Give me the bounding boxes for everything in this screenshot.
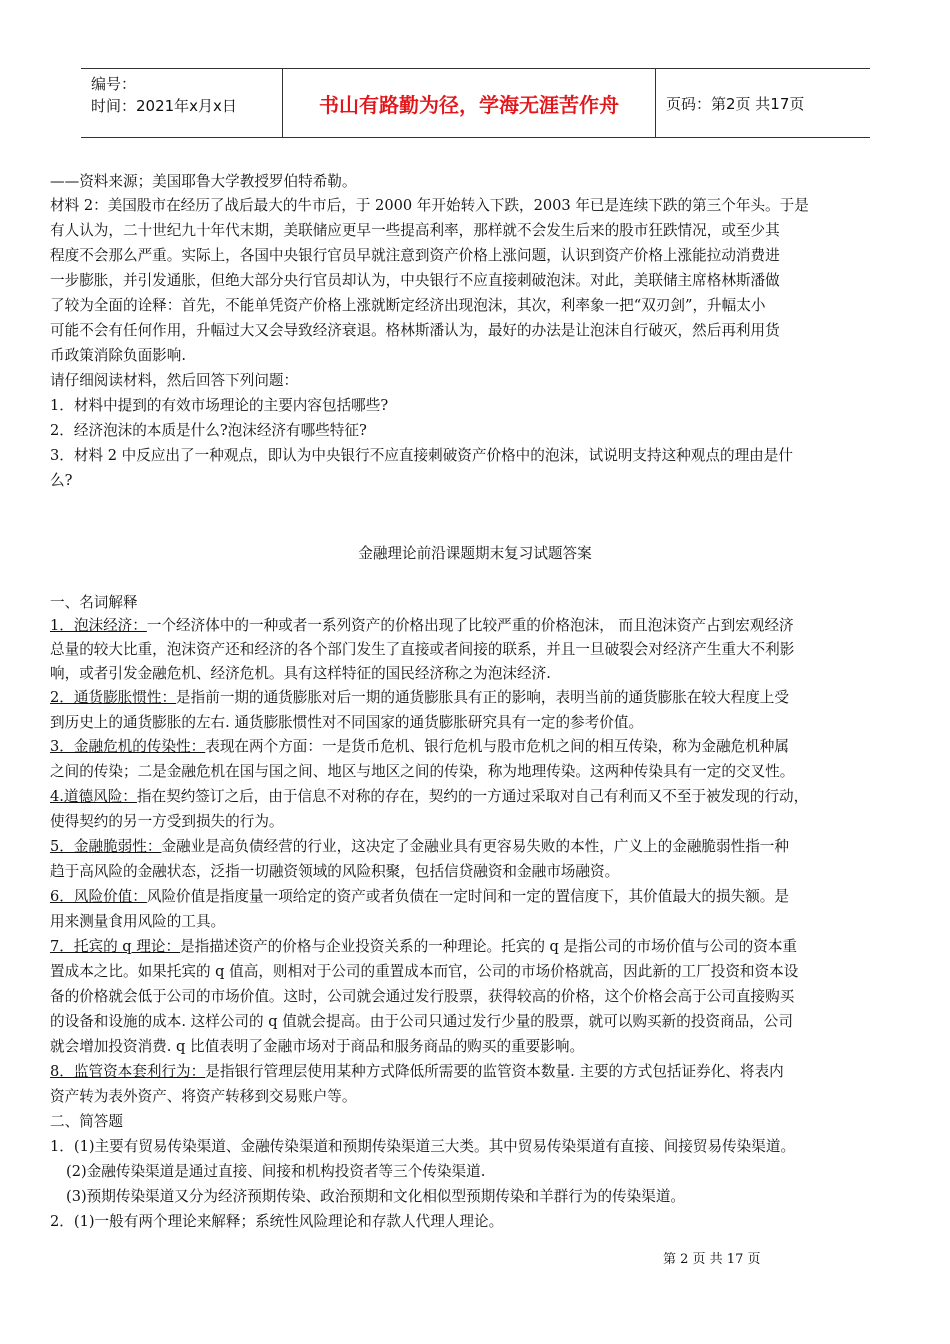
term-label: 8．监管资本套利行为：: [50, 1063, 206, 1080]
material-source: ——资料来源；美国耶鲁大学教授罗伯特希勒。: [50, 173, 357, 190]
term-text: 金融业是高负债经营的行业，这决定了金融业具有更容易失败的本性，广义上的金融脆弱性指一种: [161, 838, 789, 855]
term-text: 一个经济体中的一种或者一系列资产的价格出现了比较严重的价格泡沫， 而且泡沫资产占到宏观经济: [146, 617, 794, 634]
term-label: 7．托宾的 q 理论：: [50, 938, 181, 955]
section-heading: 一、名词解释: [50, 594, 138, 611]
term-label: 6．风险价值：: [50, 888, 147, 905]
header-table: [81, 68, 870, 138]
term-text: 置成本之比。如果托宾的 q 值高，则相对于公司的重置成本而官，公司的市场价格就高，因此新的工厂投资和资本设: [50, 963, 799, 980]
term-text: 是指描述资产的价格与企业投资关系的一种理论。托宾的 q 是指公司的市场价值与公司的资本重: [180, 938, 798, 955]
motto-title: 书山有路勤为径，学海无涯苦作舟: [283, 69, 656, 137]
page-counter: 页码：第2页 共17页: [666, 94, 805, 113]
term-text: 是指前一期的通货膨胀对后一期的通货膨胀具有正的影响，表明当前的通货膨胀在较大程度上受: [176, 689, 789, 706]
question-3: 3．材料 2 中反应出了一种观点，即认为中央银行不应直接刺破资产价格中的泡沫，试说明支持这种观点的理由是什: [50, 447, 793, 464]
term-label: 3．金融危机的传染性：: [50, 738, 206, 755]
date-label: 时间：2021年x月x日: [91, 97, 237, 115]
material-line: 币政策消除负面影响.: [50, 347, 186, 364]
term-text: 总量的较大比重，泡沫资产还和经济的各个部门发生了直接或者间接的联系，并且一旦破裂会对经济产生重大不利影: [50, 641, 795, 658]
material-line: 了较为全面的诠释：首先，不能单凭资产价格上涨就断定经济出现泡沫，其次，利率象一把“双刃剑”，升幅太小: [50, 297, 766, 314]
term-text: 响，或者引发金融危机、经济危机。具有这样特征的国民经济称之为泡沫经济.: [50, 665, 551, 682]
term-text: 是指银行管理层使用某种方式降低所需要的监管资本数量. 主要的方式包括证券化、将表内: [205, 1063, 784, 1080]
term-label: 1．泡沫经济：: [50, 617, 147, 634]
term-text: 指在契约签订之后，由于信息不对称的存在，契约的一方通过采取对自己有利而又不至于被发现的行动，: [136, 788, 809, 805]
page-footer: 第 2 页 共 17 页: [663, 1252, 761, 1267]
term-text: 就会增加投资消费. q 比值表明了金融市场对于商品和服务商品的购买的重要影响。: [50, 1038, 585, 1055]
material-line: 程度不会那么严重。实际上，各国中央银行官员早就注意到资产价格上涨问题，认识到资产价格上涨能拉动消费进: [50, 247, 780, 264]
answers-title: 金融理论前沿课题期末复习试题答案: [358, 545, 592, 562]
term-label: 2．通货膨胀惯性：: [50, 689, 177, 706]
material-line: 可能不会有任何作用，升幅过大又会导致经济衰退。格林斯潘认为，最好的办法是让泡沫自行破灭，然后再利用货: [50, 322, 780, 339]
header-left-cell: [81, 69, 283, 137]
term-entry: [50, 686, 789, 710]
short-answer-line: 1．(1)主要有贸易传染渠道、金融传染渠道和预期传染渠道三大类。其中贸易传染渠道有直接、间接贸易传染渠道。: [50, 1138, 796, 1155]
material-line: 材料 2：美国股市在经历了战后最大的牛市后，于 2000 年开始转入下跌，2003 年已是连续下跌的第三个年头。于是: [50, 197, 809, 214]
term-text: 备的价格就会低于公司的市场价值。这时，公司就会通过发行股票，获得较高的价格，这个价格会高于公司直接购买: [50, 988, 795, 1005]
short-answer-line: (2)金融传染渠道是通过直接、间接和机构投资者等三个传染渠道.: [66, 1163, 486, 1180]
term-text: 使得契约的另一方受到损失的行为。: [50, 813, 284, 830]
short-answer-line: 2．(1)一般有两个理论来解释；系统性风险理论和存款人代理人理论。: [50, 1213, 504, 1230]
number-label: 编号：: [91, 75, 137, 93]
material-line: 有人认为，二十世纪九十年代末期，美联储应更早一些提高利率，那样就不会发生后来的股市狂跌情况，或至少其: [50, 222, 780, 239]
term-text: 风险价值是指度量一项给定的资产或者负债在一定时间和一定的置信度下，其价值最大的损失额。是: [146, 888, 789, 905]
question-1: 1．材料中提到的有效市场理论的主要内容包括哪些?: [50, 397, 389, 414]
term-text: 的设备和设施的成本. 这样公司的 q 值就会提高。由于公司只通过发行少量的股票，就可以购买新的投资商品，公司: [50, 1013, 793, 1030]
term-entry: [50, 785, 808, 809]
term-text: 到历史上的通货膨胀的左右. 通货膨胀惯性对不同国家的通货膨胀研究具有一定的参考价值。: [50, 714, 644, 731]
term-entry: [50, 1060, 784, 1084]
term-label: 5．金融脆弱性：: [50, 838, 162, 855]
short-answer-line: (3)预期传染渠道又分为经济预期传染、政治预期和文化相似型预期传染和羊群行为的传染渠道。: [66, 1188, 686, 1205]
term-label: 4.道德风险：: [50, 788, 137, 805]
section-heading: 二、简答题: [50, 1113, 123, 1130]
term-entry: [50, 935, 797, 959]
term-text: 表现在两个方面：一是货币危机、银行危机与股市危机之间的相互传染，称为金融危机种属: [205, 738, 789, 755]
term-text: 趋于高风险的金融状态，泛指一切融资领域的风险积聚，包括信贷融资和金融市场融资。: [50, 863, 620, 880]
question-2: 2．经济泡沫的本质是什么?泡沫经济有哪些特征?: [50, 422, 367, 439]
material-line: 一步膨胀，并引发通胀，但绝大部分央行官员却认为，中央银行不应直接刺破泡沫。对此，美联储主席格林斯潘做: [50, 272, 780, 289]
question-3-cont: 么?: [50, 472, 73, 489]
term-entry: [50, 835, 789, 859]
term-text: 用来测量食用风险的工具。: [50, 913, 226, 930]
term-entry: [50, 885, 789, 909]
term-entry: [50, 735, 789, 759]
term-text: 资产转为表外资产、将资产转移到交易账户等。: [50, 1088, 357, 1105]
term-entry: [50, 614, 794, 638]
term-text: 之间的传染；二是金融危机在国与国之间、地区与地区之间的传染，称为地理传染。这两种传染具有一定的交叉性。: [50, 763, 795, 780]
question-prompt: 请仔细阅读材料，然后回答下列问题：: [50, 372, 299, 389]
